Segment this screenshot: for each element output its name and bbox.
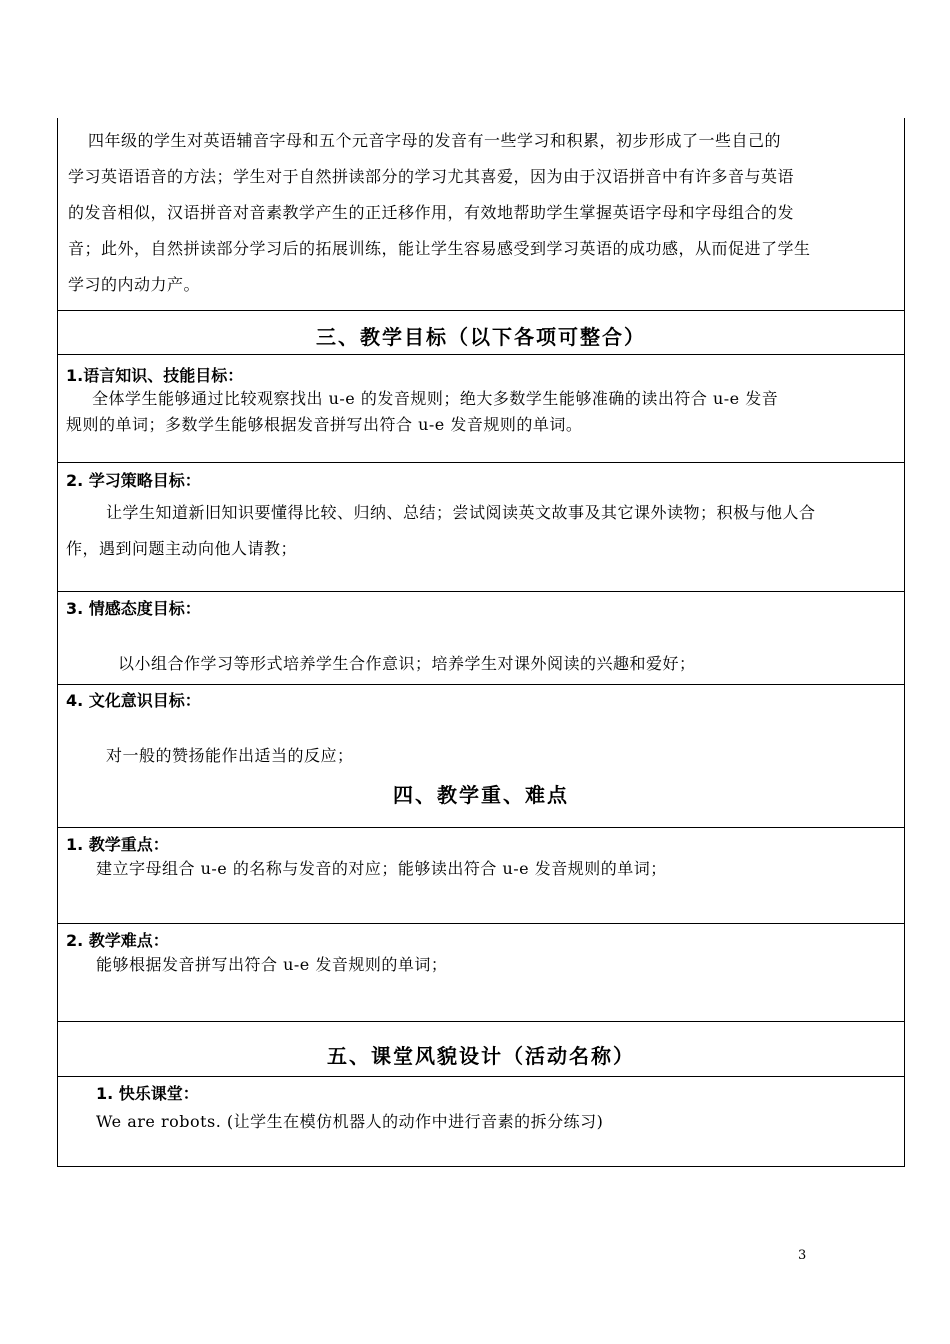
goal-1-line-2: 规则的单词；多数学生能够根据发音拼写出符合 u-e 发音规则的单词。 [66, 415, 583, 434]
goal-2-line-2: 作，遇到问题主动向他人请教； [66, 539, 298, 558]
page-number: 3 [798, 1248, 807, 1263]
section-3-title: 三、教学目标（以下各项可整合） [316, 325, 646, 349]
goal-3-text: 以小组合作学习等形式培养学生合作意识；培养学生对课外阅读的兴趣和爱好； [118, 654, 696, 673]
divider [58, 462, 904, 463]
goal-2-label: 2. 学习策略目标： [66, 471, 201, 490]
goal-4-label: 4. 文化意识目标： [66, 691, 201, 710]
lesson-plan-table [57, 118, 905, 1167]
difficulty-text: 能够根据发音拼写出符合 u-e 发音规则的单词； [96, 955, 448, 974]
divider [58, 1076, 904, 1077]
activity-1-text: We are robots. (让学生在模仿机器人的动作中进行音素的拆分练习) [96, 1112, 604, 1131]
goal-1-line-1: 全体学生能够通过比较观察找出 u-e 的发音规则；绝大多数学生能够准确的读出符合 u-e 发音 [92, 389, 779, 408]
goal-3-label: 3. 情感态度目标： [66, 599, 201, 618]
goal-4-text: 对一般的赞扬能作出适当的反应； [106, 746, 354, 765]
intro-line-2: 学习英语语音的方法；学生对于自然拼读部分的学习尤其喜爱，因为由于汉语拼音中有许多音与英语 [68, 167, 795, 186]
section-5-title: 五、课堂风貌设计（活动名称） [327, 1044, 635, 1068]
activity-1-label: 1. 快乐课堂： [96, 1084, 199, 1103]
divider [58, 310, 904, 311]
difficulty-label: 2. 教学难点： [66, 931, 169, 950]
divider [58, 827, 904, 828]
goal-1-label: 1.语言知识、技能目标： [66, 366, 244, 385]
divider [58, 684, 904, 685]
intro-line-4: 音；此外，自然拼读部分学习后的拓展训练，能让学生容易感受到学习英语的成功感，从而促进了学生 [68, 239, 811, 258]
key-point-label: 1. 教学重点： [66, 835, 169, 854]
divider [58, 354, 904, 355]
intro-line-5: 学习的内动力产。 [68, 275, 201, 294]
intro-line-3: 的发音相似，汉语拼音对音素教学产生的正迁移作用，有效地帮助学生掌握英语字母和字母组合的发 [68, 203, 795, 222]
divider [58, 923, 904, 924]
divider [58, 1021, 904, 1022]
key-point-text: 建立字母组合 u-e 的名称与发音的对应；能够读出符合 u-e 发音规则的单词； [96, 859, 667, 878]
intro-line-1: 四年级的学生对英语辅音字母和五个元音字母的发音有一些学习和积累，初步形成了一些自己的 [88, 131, 782, 150]
section-4-title: 四、教学重、难点 [393, 783, 569, 807]
goal-2-line-1: 让学生知道新旧知识要懂得比较、归纳、总结；尝试阅读英文故事及其它课外读物；积极与他人合 [106, 503, 816, 522]
divider [58, 591, 904, 592]
